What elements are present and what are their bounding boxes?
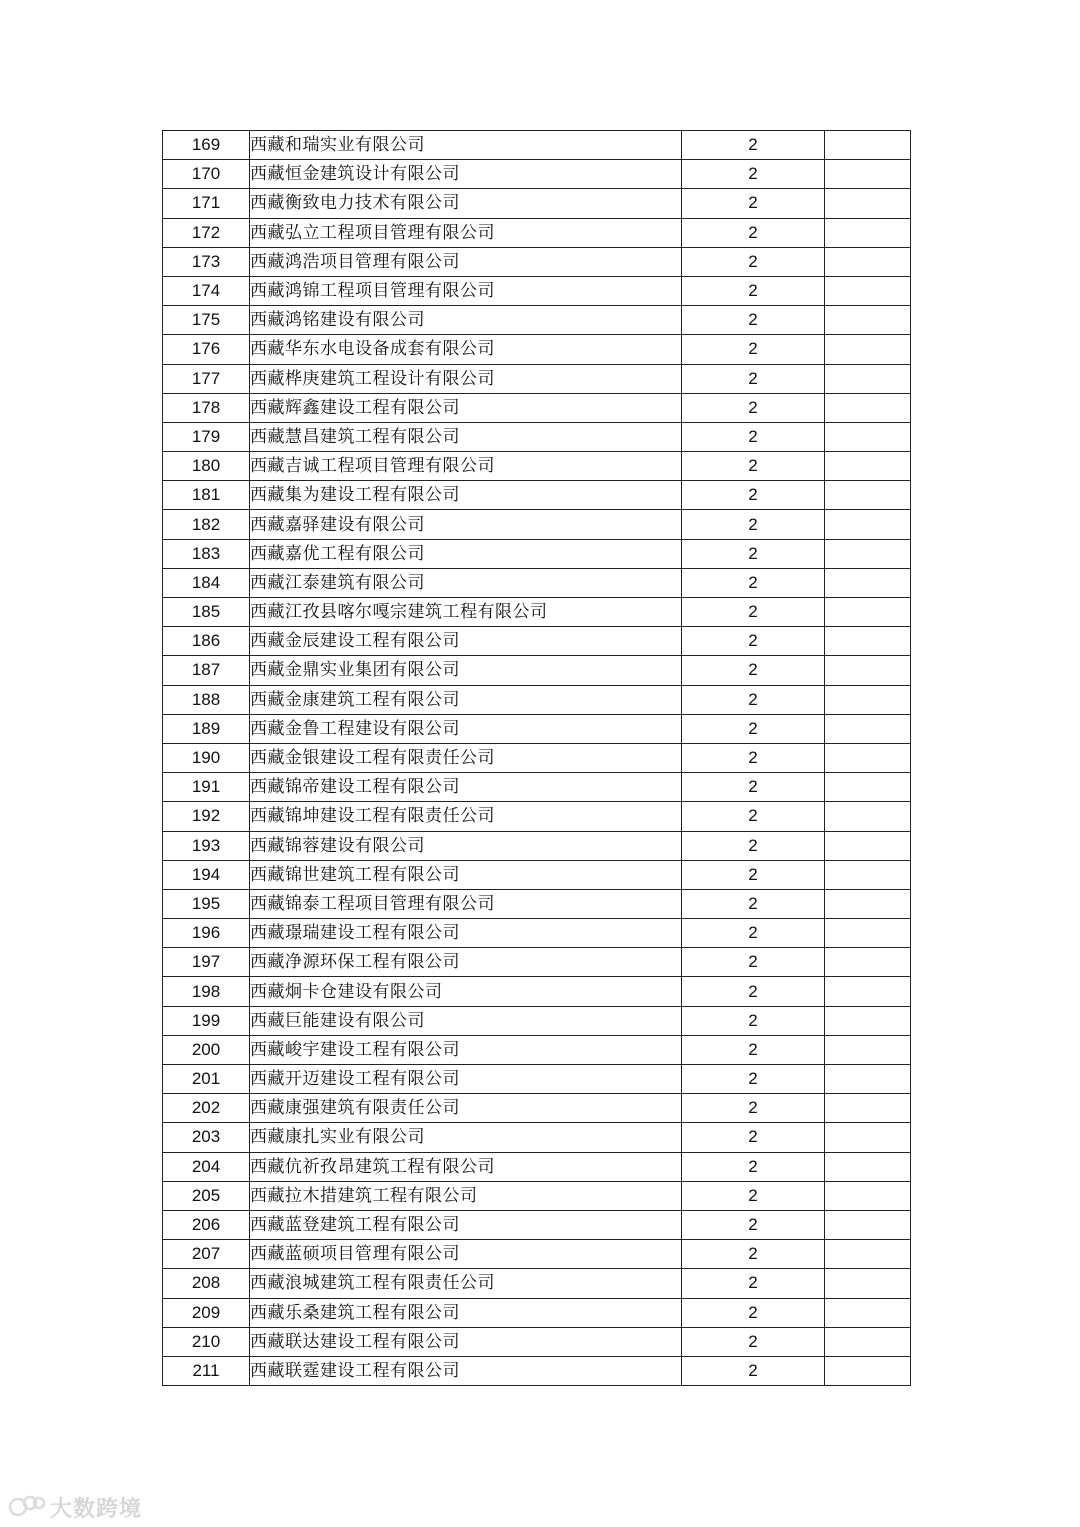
count-value: 2 — [682, 1240, 825, 1269]
table-row — [163, 948, 911, 977]
row-number: 179 — [163, 422, 250, 451]
row-number: 209 — [163, 1298, 250, 1327]
row-number: 206 — [163, 1210, 250, 1239]
note-cell — [825, 568, 911, 597]
row-number: 184 — [163, 568, 250, 597]
company-name: 西藏恒金建筑设计有限公司 — [250, 160, 682, 189]
count-value: 2 — [682, 1123, 825, 1152]
company-name: 西藏净源环保工程有限公司 — [250, 948, 682, 977]
table-row — [163, 452, 911, 481]
count-value: 2 — [682, 1035, 825, 1064]
count-value: 2 — [682, 598, 825, 627]
table-row — [163, 189, 911, 218]
count-value: 2 — [682, 860, 825, 889]
note-cell — [825, 131, 911, 160]
table-row — [163, 1240, 911, 1269]
note-cell — [825, 422, 911, 451]
table-row — [163, 1006, 911, 1035]
count-value: 2 — [682, 1327, 825, 1356]
table-row — [163, 977, 911, 1006]
row-number: 202 — [163, 1094, 250, 1123]
row-number: 200 — [163, 1035, 250, 1064]
note-cell — [825, 247, 911, 276]
count-value: 2 — [682, 831, 825, 860]
note-cell — [825, 452, 911, 481]
table-row — [163, 919, 911, 948]
count-value: 2 — [682, 306, 825, 335]
count-value: 2 — [682, 1065, 825, 1094]
row-number: 188 — [163, 685, 250, 714]
table-row — [163, 743, 911, 772]
count-value: 2 — [682, 685, 825, 714]
row-number: 177 — [163, 364, 250, 393]
note-cell — [825, 1123, 911, 1152]
count-value: 2 — [682, 1152, 825, 1181]
note-cell — [825, 1240, 911, 1269]
logo-icon — [8, 1493, 46, 1521]
row-number: 204 — [163, 1152, 250, 1181]
table-row — [163, 1123, 911, 1152]
row-number: 181 — [163, 481, 250, 510]
table-row — [163, 860, 911, 889]
watermark — [8, 1490, 142, 1524]
table-row — [163, 364, 911, 393]
company-name: 西藏集为建设工程有限公司 — [250, 481, 682, 510]
row-number: 176 — [163, 335, 250, 364]
table-row — [163, 276, 911, 305]
count-value: 2 — [682, 189, 825, 218]
table-row — [163, 714, 911, 743]
table-row — [163, 831, 911, 860]
count-value: 2 — [682, 802, 825, 831]
row-number: 195 — [163, 889, 250, 918]
company-name: 西藏峻宇建设工程有限公司 — [250, 1035, 682, 1064]
table-row — [163, 335, 911, 364]
table-row — [163, 160, 911, 189]
count-value: 2 — [682, 919, 825, 948]
row-number: 211 — [163, 1356, 250, 1385]
note-cell — [825, 510, 911, 539]
count-value: 2 — [682, 481, 825, 510]
company-name: 西藏鸿浩项目管理有限公司 — [250, 247, 682, 276]
count-value: 2 — [682, 714, 825, 743]
row-number: 178 — [163, 393, 250, 422]
table-row — [163, 247, 911, 276]
company-name: 西藏炯卡仓建设有限公司 — [250, 977, 682, 1006]
row-number: 207 — [163, 1240, 250, 1269]
company-name: 西藏璟瑞建设工程有限公司 — [250, 919, 682, 948]
count-value: 2 — [682, 889, 825, 918]
company-name: 西藏蓝硕项目管理有限公司 — [250, 1240, 682, 1269]
table-row — [163, 1327, 911, 1356]
row-number: 199 — [163, 1006, 250, 1035]
count-value: 2 — [682, 131, 825, 160]
company-name: 西藏嘉驿建设有限公司 — [250, 510, 682, 539]
company-name: 西藏联达建设工程有限公司 — [250, 1327, 682, 1356]
table-row — [163, 685, 911, 714]
company-name: 西藏江泰建筑有限公司 — [250, 568, 682, 597]
table-row — [163, 627, 911, 656]
company-name: 西藏桦庚建筑工程设计有限公司 — [250, 364, 682, 393]
company-name: 西藏江孜县喀尔嘎宗建筑工程有限公司 — [250, 598, 682, 627]
count-value: 2 — [682, 1210, 825, 1239]
company-name: 西藏华东水电设备成套有限公司 — [250, 335, 682, 364]
table-row — [163, 773, 911, 802]
company-name: 西藏锦坤建设工程有限责任公司 — [250, 802, 682, 831]
note-cell — [825, 1181, 911, 1210]
table-row — [163, 656, 911, 685]
row-number: 192 — [163, 802, 250, 831]
table-row — [163, 393, 911, 422]
watermark-text: 大数跨境 — [50, 1496, 143, 1522]
company-name: 西藏康强建筑有限责任公司 — [250, 1094, 682, 1123]
note-cell — [825, 1006, 911, 1035]
table-row — [163, 1181, 911, 1210]
table-row — [163, 598, 911, 627]
note-cell — [825, 948, 911, 977]
table-row — [163, 1298, 911, 1327]
count-value: 2 — [682, 773, 825, 802]
row-number: 171 — [163, 189, 250, 218]
table-row — [163, 1356, 911, 1385]
note-cell — [825, 393, 911, 422]
company-name: 西藏嘉优工程有限公司 — [250, 539, 682, 568]
table-row — [163, 1065, 911, 1094]
company-name: 西藏金鼎实业集团有限公司 — [250, 656, 682, 685]
company-name: 西藏拉木措建筑工程有限公司 — [250, 1181, 682, 1210]
row-number: 194 — [163, 860, 250, 889]
company-name: 西藏辉鑫建设工程有限公司 — [250, 393, 682, 422]
company-name: 西藏衡致电力技术有限公司 — [250, 189, 682, 218]
table-body — [163, 131, 911, 1386]
row-number: 205 — [163, 1181, 250, 1210]
row-number: 172 — [163, 218, 250, 247]
row-number: 175 — [163, 306, 250, 335]
row-number: 210 — [163, 1327, 250, 1356]
row-number: 169 — [163, 131, 250, 160]
count-value: 2 — [682, 1269, 825, 1298]
note-cell — [825, 218, 911, 247]
note-cell — [825, 773, 911, 802]
row-number: 182 — [163, 510, 250, 539]
count-value: 2 — [682, 568, 825, 597]
count-value: 2 — [682, 627, 825, 656]
row-number: 174 — [163, 276, 250, 305]
note-cell — [825, 539, 911, 568]
note-cell — [825, 889, 911, 918]
table-row — [163, 1210, 911, 1239]
note-cell — [825, 306, 911, 335]
table-row — [163, 1035, 911, 1064]
count-value: 2 — [682, 1094, 825, 1123]
row-number: 201 — [163, 1065, 250, 1094]
company-name: 西藏蓝登建筑工程有限公司 — [250, 1210, 682, 1239]
company-name: 西藏联霆建设工程有限公司 — [250, 1356, 682, 1385]
note-cell — [825, 335, 911, 364]
note-cell — [825, 481, 911, 510]
company-name: 西藏巨能建设有限公司 — [250, 1006, 682, 1035]
row-number: 186 — [163, 627, 250, 656]
note-cell — [825, 1298, 911, 1327]
row-number: 197 — [163, 948, 250, 977]
company-name: 西藏和瑞实业有限公司 — [250, 131, 682, 160]
company-name: 西藏锦蓉建设有限公司 — [250, 831, 682, 860]
note-cell — [825, 919, 911, 948]
row-number: 173 — [163, 247, 250, 276]
count-value: 2 — [682, 1356, 825, 1385]
company-name: 西藏弘立工程项目管理有限公司 — [250, 218, 682, 247]
note-cell — [825, 1094, 911, 1123]
company-table — [162, 130, 911, 1386]
company-name: 西藏浪城建筑工程有限责任公司 — [250, 1269, 682, 1298]
note-cell — [825, 860, 911, 889]
company-name: 西藏金鲁工程建设有限公司 — [250, 714, 682, 743]
note-cell — [825, 627, 911, 656]
row-number: 170 — [163, 160, 250, 189]
count-value: 2 — [682, 452, 825, 481]
table-row — [163, 539, 911, 568]
count-value: 2 — [682, 335, 825, 364]
row-number: 187 — [163, 656, 250, 685]
company-name: 西藏鸿铭建设有限公司 — [250, 306, 682, 335]
count-value: 2 — [682, 1298, 825, 1327]
row-number: 183 — [163, 539, 250, 568]
note-cell — [825, 1152, 911, 1181]
note-cell — [825, 1327, 911, 1356]
table-row — [163, 568, 911, 597]
table-row — [163, 306, 911, 335]
note-cell — [825, 802, 911, 831]
table-row — [163, 422, 911, 451]
count-value: 2 — [682, 393, 825, 422]
company-name: 西藏伉祈孜昂建筑工程有限公司 — [250, 1152, 682, 1181]
company-name: 西藏锦世建筑工程有限公司 — [250, 860, 682, 889]
row-number: 196 — [163, 919, 250, 948]
note-cell — [825, 685, 911, 714]
table-row — [163, 1152, 911, 1181]
count-value: 2 — [682, 218, 825, 247]
company-name: 西藏乐桑建筑工程有限公司 — [250, 1298, 682, 1327]
table-row — [163, 481, 911, 510]
note-cell — [825, 364, 911, 393]
count-value: 2 — [682, 656, 825, 685]
company-name: 西藏慧昌建筑工程有限公司 — [250, 422, 682, 451]
company-name: 西藏鸿锦工程项目管理有限公司 — [250, 276, 682, 305]
row-number: 189 — [163, 714, 250, 743]
count-value: 2 — [682, 743, 825, 772]
note-cell — [825, 1269, 911, 1298]
row-number: 180 — [163, 452, 250, 481]
company-name: 西藏金康建筑工程有限公司 — [250, 685, 682, 714]
note-cell — [825, 831, 911, 860]
company-name: 西藏吉诚工程项目管理有限公司 — [250, 452, 682, 481]
row-number: 190 — [163, 743, 250, 772]
count-value: 2 — [682, 422, 825, 451]
note-cell — [825, 1210, 911, 1239]
company-name: 西藏金辰建设工程有限公司 — [250, 627, 682, 656]
count-value: 2 — [682, 948, 825, 977]
row-number: 208 — [163, 1269, 250, 1298]
count-value: 2 — [682, 1006, 825, 1035]
company-name: 西藏金银建设工程有限责任公司 — [250, 743, 682, 772]
table-row — [163, 510, 911, 539]
note-cell — [825, 276, 911, 305]
count-value: 2 — [682, 510, 825, 539]
row-number: 203 — [163, 1123, 250, 1152]
company-name: 西藏锦帝建设工程有限公司 — [250, 773, 682, 802]
row-number: 191 — [163, 773, 250, 802]
note-cell — [825, 714, 911, 743]
note-cell — [825, 598, 911, 627]
company-name: 西藏锦泰工程项目管理有限公司 — [250, 889, 682, 918]
table-row — [163, 802, 911, 831]
note-cell — [825, 1356, 911, 1385]
company-name: 西藏开迈建设工程有限公司 — [250, 1065, 682, 1094]
count-value: 2 — [682, 364, 825, 393]
row-number: 185 — [163, 598, 250, 627]
row-number: 198 — [163, 977, 250, 1006]
note-cell — [825, 1035, 911, 1064]
table-row — [163, 1269, 911, 1298]
table-row — [163, 131, 911, 160]
count-value: 2 — [682, 160, 825, 189]
company-name: 西藏康扎实业有限公司 — [250, 1123, 682, 1152]
note-cell — [825, 189, 911, 218]
note-cell — [825, 160, 911, 189]
note-cell — [825, 977, 911, 1006]
row-number: 193 — [163, 831, 250, 860]
table-row — [163, 218, 911, 247]
table-row — [163, 1094, 911, 1123]
count-value: 2 — [682, 539, 825, 568]
table-row — [163, 889, 911, 918]
count-value: 2 — [682, 977, 825, 1006]
count-value: 2 — [682, 247, 825, 276]
note-cell — [825, 656, 911, 685]
count-value: 2 — [682, 276, 825, 305]
note-cell — [825, 1065, 911, 1094]
count-value: 2 — [682, 1181, 825, 1210]
note-cell — [825, 743, 911, 772]
